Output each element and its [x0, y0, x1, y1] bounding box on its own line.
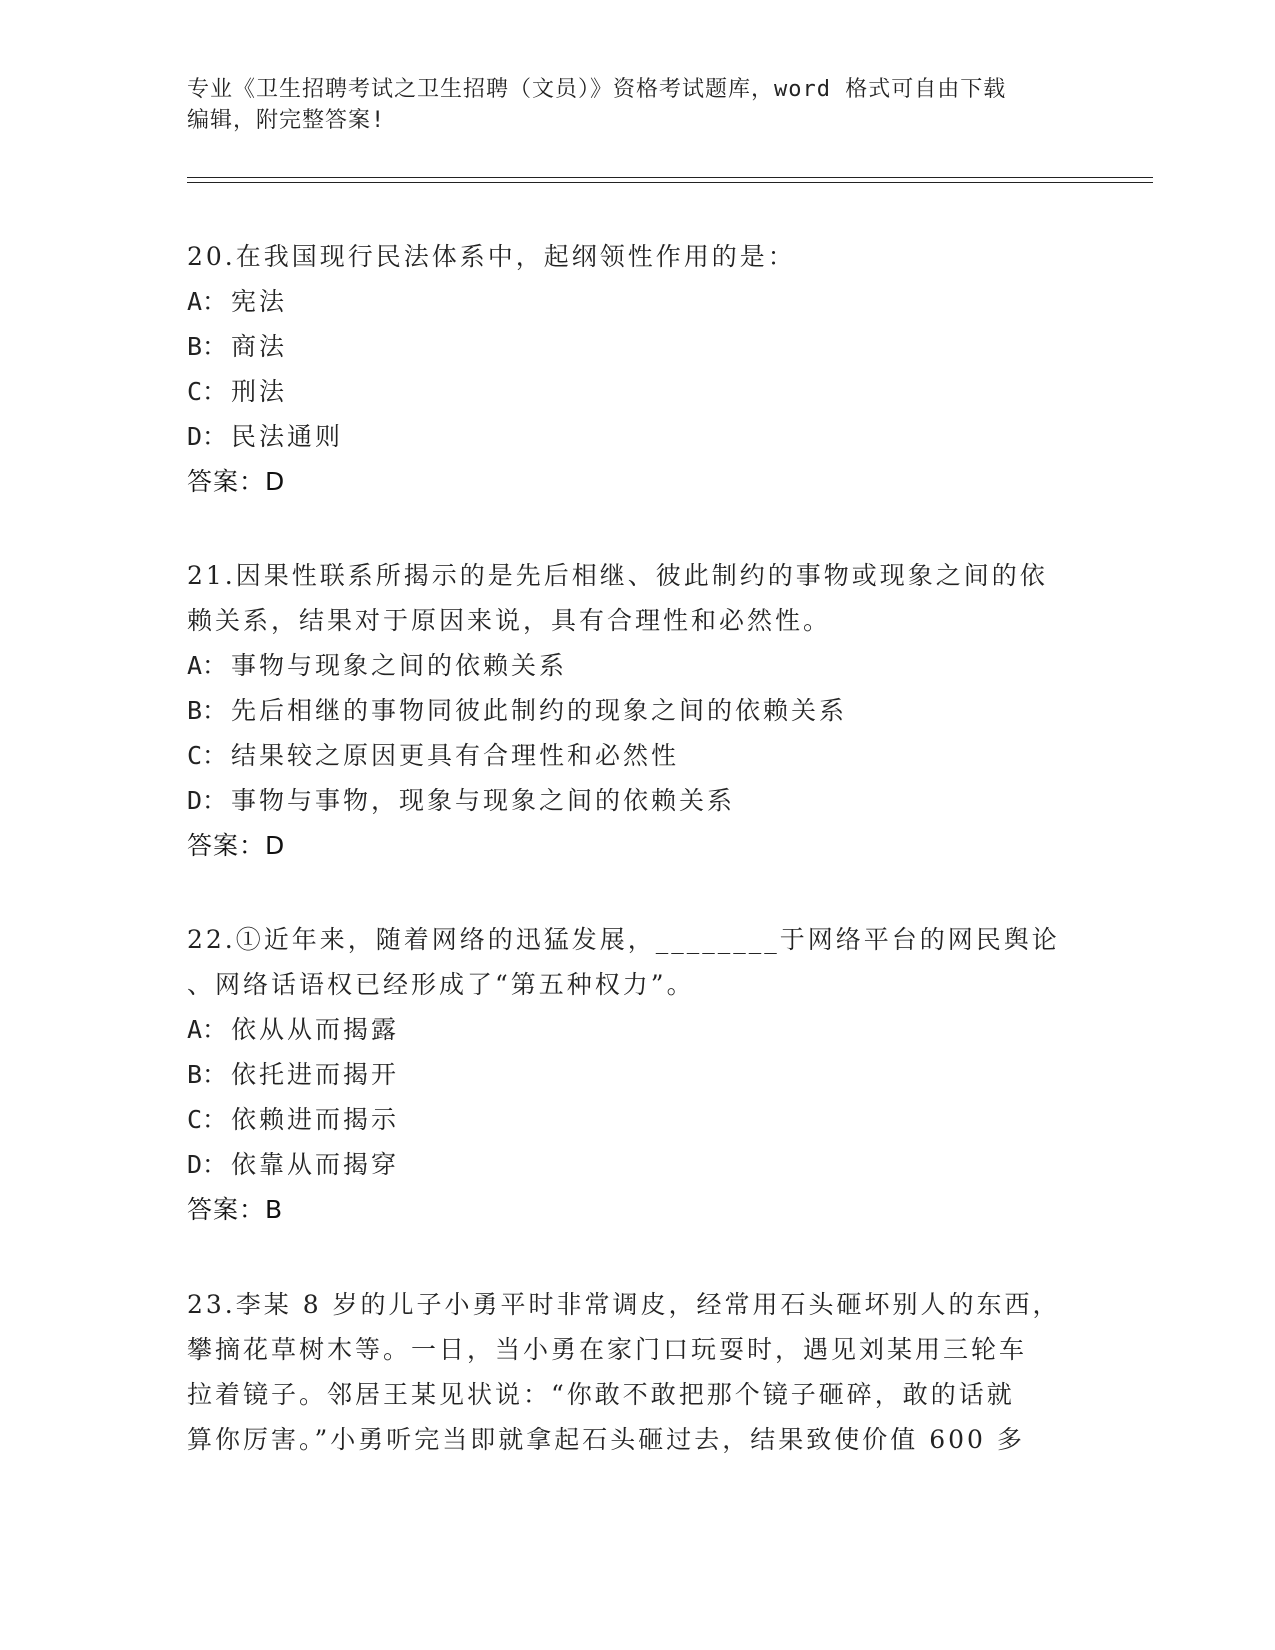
question-20 — [187, 234, 1077, 504]
question-text: 23.李某 8 岁的儿子小勇平时非常调皮，经常用石头砸坏别人的东西， — [187, 1290, 1061, 1319]
option-text: 事物与事物，现象与现象之间的依赖关系 — [231, 786, 736, 815]
option-a — [187, 643, 1077, 688]
option-text: 依赖进而揭示 — [231, 1105, 400, 1134]
option-d — [187, 1142, 1077, 1187]
option-text: 商法 — [231, 332, 288, 361]
question-23 — [187, 1282, 1077, 1462]
header-divider-top — [187, 177, 1153, 178]
option-text: 事物与现象之间的依赖关系 — [231, 651, 568, 680]
option-text: 依靠从而揭穿 — [231, 1150, 400, 1179]
option-c — [187, 369, 1077, 414]
option-key: A： — [187, 287, 228, 316]
option-text: 依从从而揭露 — [231, 1015, 400, 1044]
option-text: 民法通则 — [231, 422, 344, 451]
option-d — [187, 778, 1077, 823]
option-c — [187, 733, 1077, 778]
option-key: A： — [187, 1015, 228, 1044]
option-text: 先后相继的事物同彼此制约的现象之间的依赖关系 — [231, 696, 848, 725]
option-key: C： — [187, 377, 228, 406]
option-b — [187, 324, 1077, 369]
option-key: C： — [187, 741, 228, 770]
option-text: 宪法 — [231, 287, 288, 316]
document-header — [187, 74, 1067, 136]
option-key: B： — [187, 1060, 228, 1089]
option-key: D： — [187, 786, 228, 815]
option-text: 刑法 — [231, 377, 288, 406]
question-text: 20.在我国现行民法体系中，起纲领性作用的是： — [187, 242, 796, 271]
option-key: B： — [187, 696, 228, 725]
header-line-2: 编辑，附完整答案! — [187, 108, 386, 133]
option-key: B： — [187, 332, 228, 361]
question-text: 算你厉害。”小勇听完当即就拿起石头砸过去，结果致使价值 600 多 — [187, 1425, 1025, 1454]
option-a — [187, 1007, 1077, 1052]
question-text: 21.因果性联系所揭示的是先后相继、彼此制约的事物或现象之间的依 — [187, 561, 1048, 590]
question-text: 、网络话语权已经形成了“第五种权力”。 — [187, 970, 695, 999]
header-line-1: 专业《卫生招聘考试之卫生招聘（文员）》资格考试题库，word 格式可自由下载 — [187, 77, 1007, 102]
question-text: 22.①近年来，随着网络的迅猛发展，________于网络平台的网民舆论 — [187, 925, 1060, 954]
question-text: 赖关系，结果对于原因来说，具有合理性和必然性。 — [187, 606, 832, 635]
option-text: 依托进而揭开 — [231, 1060, 400, 1089]
option-a — [187, 279, 1077, 324]
option-key: A： — [187, 651, 228, 680]
header-divider-bottom — [187, 182, 1153, 183]
question-text: 攀摘花草树木等。一日，当小勇在家门口玩耍时，遇见刘某用三轮车 — [187, 1335, 1028, 1364]
question-22 — [187, 917, 1077, 1232]
answer: 答案：D — [187, 831, 286, 860]
option-text: 结果较之原因更具有合理性和必然性 — [231, 741, 680, 770]
answer: 答案：D — [187, 467, 286, 496]
option-c — [187, 1097, 1077, 1142]
option-b — [187, 1052, 1077, 1097]
option-b — [187, 688, 1077, 733]
option-d — [187, 414, 1077, 459]
option-key: D： — [187, 1150, 228, 1179]
answer: 答案：B — [187, 1195, 284, 1224]
option-key: D： — [187, 422, 228, 451]
option-key: C： — [187, 1105, 228, 1134]
question-text: 拉着镜子。邻居王某见状说：“你敢不敢把那个镜子砸碎，敢的话就 — [187, 1380, 1015, 1409]
question-21 — [187, 553, 1077, 868]
